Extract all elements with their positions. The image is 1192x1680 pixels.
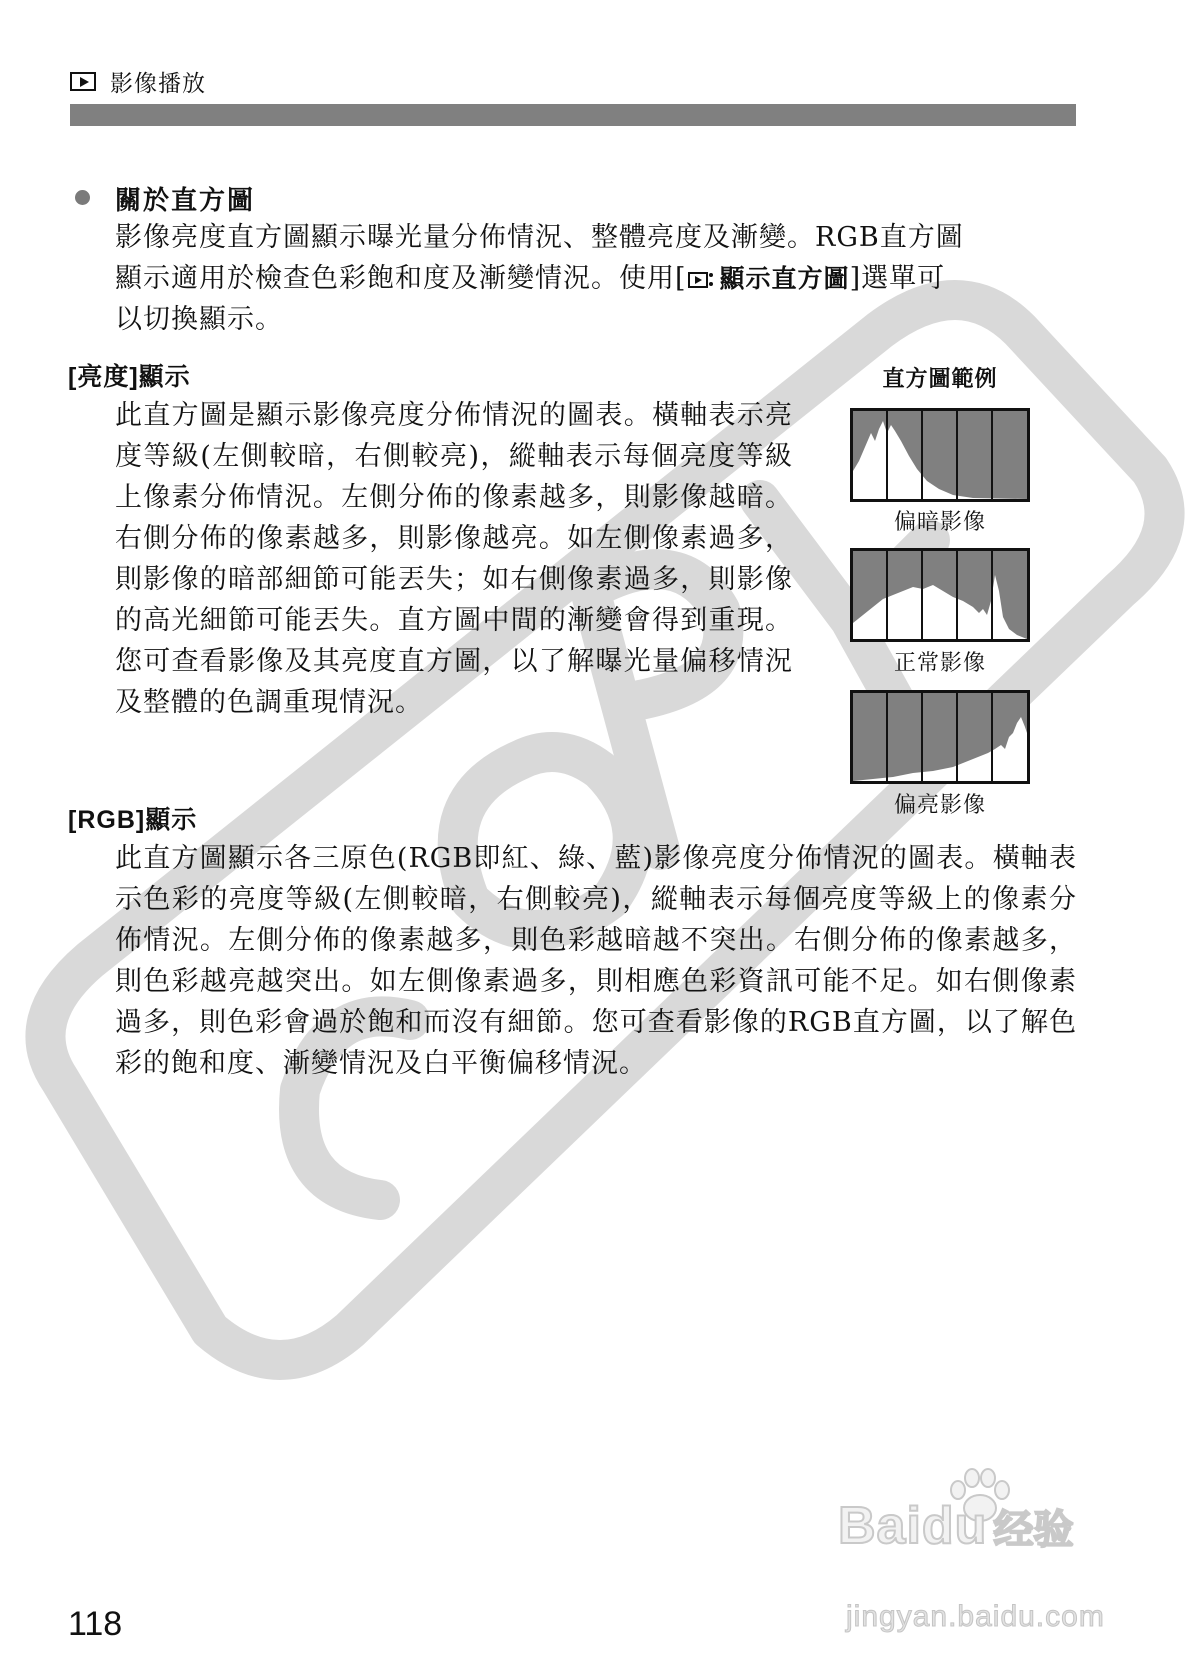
histogram-normal-caption: 正常影像 [893, 650, 986, 675]
baidu-brand: Baidu [838, 1497, 988, 1555]
menu-item-label: 顯示直方圖 [719, 265, 850, 293]
rgb-display-heading: [RGB]顯示 [68, 806, 198, 834]
histogram-dark-caption: 偏暗影像 [893, 509, 986, 534]
brightness-display-heading: [亮度]顯示 [68, 363, 191, 391]
about-histogram-line1: 影像亮度直方圖顯示曝光量分佈情況、整體亮度及漸變。RGB直方圖 [115, 222, 964, 253]
histogram-examples-title: 直方圖範例 [882, 366, 998, 391]
baidu-url: jingyan.baidu.com [846, 1600, 1105, 1633]
playback-icon [70, 72, 96, 91]
menu-tab-dots-icon [709, 272, 714, 288]
jingyan-label: 经验 [993, 1508, 1074, 1552]
page-header [70, 66, 206, 96]
about-histogram-line2 [115, 258, 945, 300]
baidu-jingyan-logo [838, 1496, 1073, 1556]
about-line2-post: ]選單可 [849, 263, 946, 294]
playback-menu-icon [688, 272, 708, 288]
brightness-display-text: 此直方圖是顯示影像亮度分佈情況的圖表。橫軸表示亮度等級(左側較暗，右側較亮)，縱軸表示每個亮度等級上像素分佈情況。左側分佈的像素越多，則影像越暗。右側分佈的像素越多，則影像越亮。如左側像素過多，則影像的暗部細節可能丟失；如右側像素過多，則影像的高光細節可能丟失。直方圖中間的漸變會得到重現。您可查看影像及其亮度直方圖，以了解曝光量偏移情況及整體的色調重現情況。 [115, 400, 793, 718]
about-histogram-line3: 以切換顯示。 [115, 304, 283, 335]
histogram-bright-example [850, 690, 1030, 784]
bullet-icon [75, 190, 90, 205]
header-bar [70, 104, 1076, 126]
histogram-bright-caption: 偏亮影像 [893, 792, 986, 817]
about-line2-pre: 顯示適用於檢查色彩飽和度及漸變情況。使用[ [115, 263, 687, 294]
about-histogram-heading: 關於直方圖 [115, 185, 256, 215]
section-title: 影像播放 [110, 70, 206, 97]
page-number: 118 [68, 1605, 123, 1643]
rgb-display-text: 此直方圖顯示各三原色(RGB即紅、綠、藍)影像亮度分佈情況的圖表。橫軸表示色彩的亮度等級(左側較暗，右側較亮)，縱軸表示每個亮度等級上的像素分佈情況。左側分佈的像素越多，則色彩越暗越不突出。右側分佈的像素越多，則色彩越亮越突出。如左側像素過多，則相應色彩資訊可能不足。如右側像素過多，則色彩會過於飽和而沒有細節。您可查看影像的RGB直方圖，以了解色彩的飽和度、漸變情況及白平衡偏移情況。 [115, 843, 1077, 1079]
histogram-dark-example [850, 408, 1030, 502]
histogram-normal-example [850, 548, 1030, 642]
